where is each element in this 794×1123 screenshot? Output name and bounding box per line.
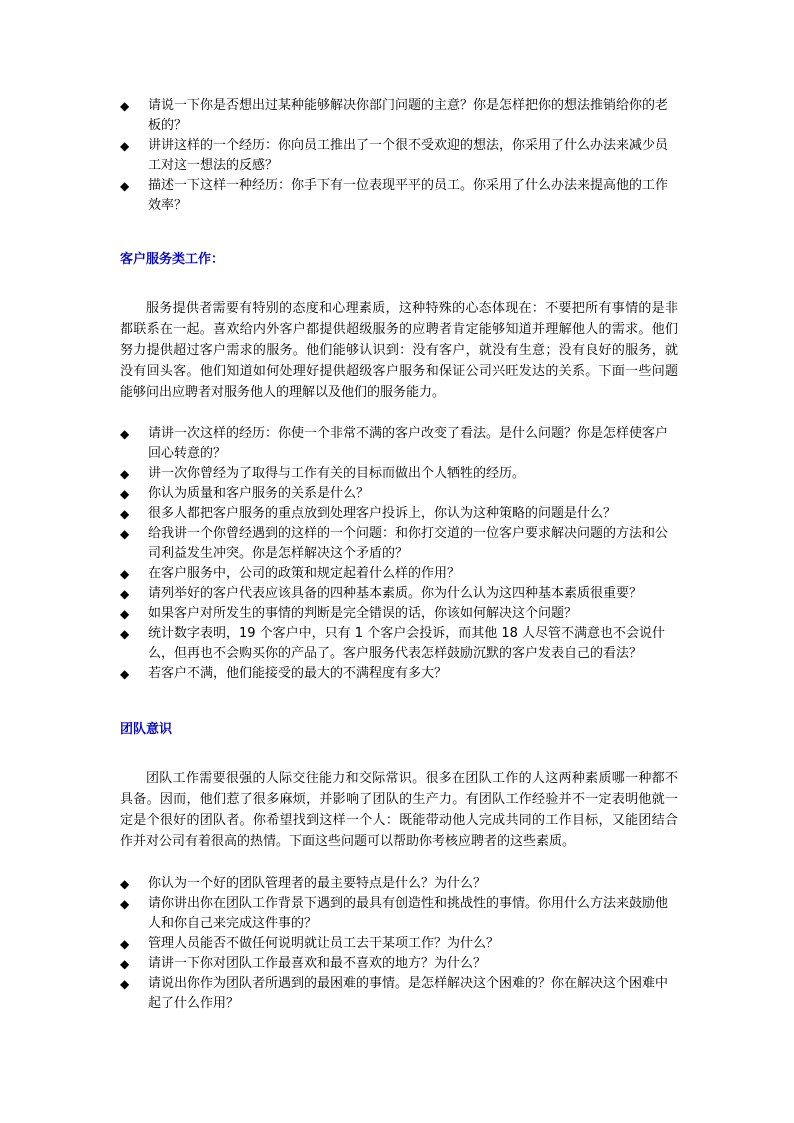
list-item [120, 136, 680, 176]
question-text: 管理人员能否不做任何说明就让员工去干某项工作？为什么？ [148, 936, 500, 951]
list-item [120, 934, 680, 954]
diamond-bullet-icon: ◆ [120, 937, 130, 951]
question-text: 描述一下这样一种经历：你手下有一位表现平平的员工。你采用了什么办法来提高他的工作效率？ [148, 178, 669, 213]
diamond-bullet-icon: ◆ [120, 627, 130, 641]
teamwork-intro: 团队工作需要很强的人际交往能力和交际常识。很多在团队工作的人这两种素质哪一种都不具备。因而，他们惹了很多麻烦，并影响了团队的生产力。有团队工作经验并不一定表明他就一定是个很好的团队者。你希望找到这样一个人：既能带动他人完成共同的工作目标，又能团结合作并对公司有着很高的热情。下面这些问题可以帮助你考核应聘者的这些素质。 [120, 771, 678, 849]
teamwork-heading: 团队意识 [120, 722, 173, 737]
question-text: 讲一次你曾经为了取得与工作有关的目标而做出个人牺牲的经历。 [148, 466, 526, 481]
diamond-bullet-icon: ◆ [120, 527, 130, 541]
diamond-bullet-icon: ◆ [120, 877, 130, 891]
teamwork-question-list [120, 874, 680, 1014]
list-item [120, 484, 680, 504]
diamond-bullet-icon: ◆ [120, 139, 130, 153]
list-item [120, 564, 680, 584]
question-text: 给我讲一个你曾经遇到的这样的一个问题：和你打交道的一位客户要求解决问题的方法和公司利益发生冲突。你是怎样解决这个矛盾的？ [148, 526, 669, 561]
list-item [120, 176, 680, 216]
question-text: 请说一下你是否想出过某种能够解决你部门问题的主意？你是怎样把你的想法推销给你的老板的？ [148, 98, 669, 133]
question-text: 若客户不满，他们能接受的最大的不满程度有多大？ [148, 666, 448, 681]
diamond-bullet-icon: ◆ [120, 957, 130, 971]
customer-service-intro: 服务提供者需要有特别的态度和心理素质，这种特殊的心态体现在：不要把所有事情的是非都联系在一起。喜欢给内外客户都提供超级服务的应聘者肯定能够知道并理解他人的需求。他们努力提供超过客户需求的服务。他们能够认识到：没有客户，就没有生意；没有良好的服务，就没有回头客。他们知道如何处理好提供超级客户服务和保证公司兴旺发达的关系。下面一些问题能够问出应聘者对服务他人的理解以及他们的服务能力。 [120, 301, 678, 400]
list-item [120, 96, 680, 136]
question-text: 很多人都把客户服务的重点放到处理客户投诉上，你认为这种策略的问题是什么？ [148, 506, 617, 521]
list-item [120, 464, 680, 484]
diamond-bullet-icon: ◆ [120, 977, 130, 991]
question-text: 你认为一个好的团队管理者的最主要特点是什么？为什么？ [148, 876, 487, 891]
management-question-list [120, 96, 680, 216]
question-text: 如果客户对所发生的事情的判断是完全错误的话，你该如何解决这个问题？ [148, 606, 578, 621]
list-item [120, 624, 680, 664]
list-item [120, 524, 680, 564]
customer-service-heading: 客户服务类工作： [120, 252, 225, 267]
diamond-bullet-icon: ◆ [120, 99, 130, 113]
list-item [120, 664, 680, 684]
list-item [120, 584, 680, 604]
question-text: 请说出你作为团队者所遇到的最困难的事情。是怎样解决这个困难的？你在解决这个困难中起了什么作用？ [148, 976, 669, 1011]
question-text: 请讲一下你对团队工作最喜欢和最不喜欢的地方？为什么？ [148, 956, 487, 971]
question-text: 请你讲出你在团队工作背景下遇到的最具有创造性和挑战性的事情。你用什么方法来鼓励他人和你自己来完成这件事的？ [148, 896, 669, 931]
list-item [120, 974, 680, 1014]
list-item [120, 894, 680, 934]
list-item [120, 874, 680, 894]
question-text: 讲讲这样的一个经历：你向员工推出了一个很不受欢迎的想法，你采用了什么办法来减少员工对这一想法的反感？ [148, 138, 669, 173]
diamond-bullet-icon: ◆ [120, 897, 130, 911]
question-text: 在客户服务中，公司的政策和规定起着什么样的作用？ [148, 566, 461, 581]
list-item [120, 954, 680, 974]
question-text: 你认为质量和客户服务的关系是什么？ [148, 486, 370, 501]
list-item [120, 504, 680, 524]
diamond-bullet-icon: ◆ [120, 179, 130, 193]
diamond-bullet-icon: ◆ [120, 467, 130, 481]
diamond-bullet-icon: ◆ [120, 667, 130, 681]
diamond-bullet-icon: ◆ [120, 487, 130, 501]
diamond-bullet-icon: ◆ [120, 607, 130, 621]
question-text: 请讲一次这样的经历：你使一个非常不满的客户改变了看法。是什么问题？你是怎样使客户回心转意的？ [148, 426, 669, 461]
customer-service-question-list [120, 424, 680, 684]
list-item [120, 604, 680, 624]
question-text: 请列举好的客户代表应该具备的四种基本素质。你为什么认为这四种基本素质很重要？ [148, 586, 643, 601]
diamond-bullet-icon: ◆ [120, 507, 130, 521]
diamond-bullet-icon: ◆ [120, 427, 130, 441]
diamond-bullet-icon: ◆ [120, 587, 130, 601]
list-item [120, 424, 680, 464]
question-text: 统计数字表明，19 个客户中，只有 1 个客户会投诉，而其他 18 人尽管不满意也不会说什么，但再也不会购买你的产品了。客户服务代表怎样鼓励沉默的客户发表自己的看法？ [148, 626, 666, 661]
diamond-bullet-icon: ◆ [120, 567, 130, 581]
